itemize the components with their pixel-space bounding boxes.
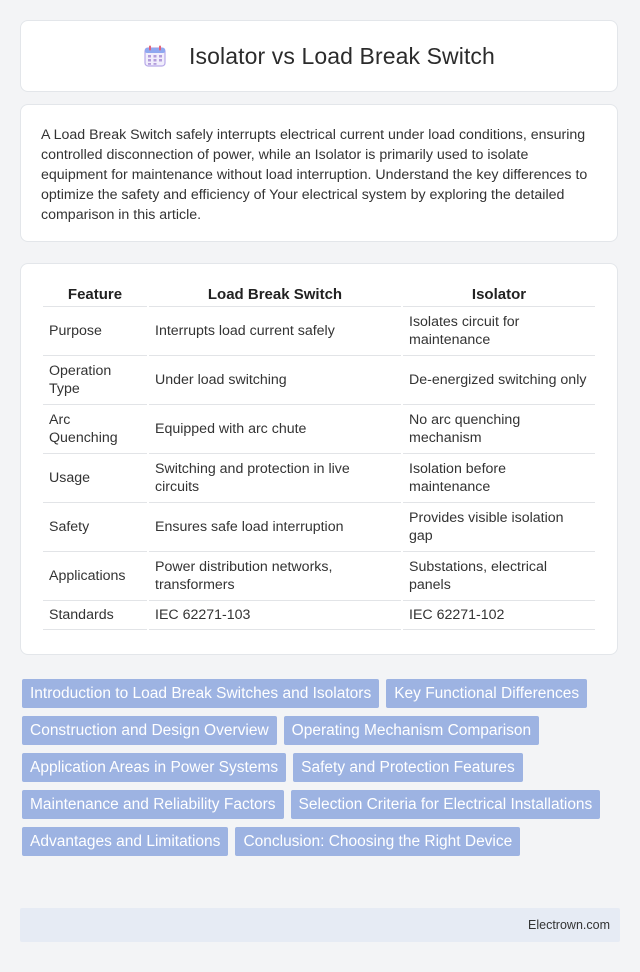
table-cell: Equipped with arc chute xyxy=(149,405,401,454)
table-row xyxy=(43,405,595,454)
intro-text: A Load Break Switch safely interrupts electrical current under load conditions, ensuring controlled disconnection of power, while an Isolator is primarily used to isolate equipment for maintenance without load interruption. Understand the key differences to optimize the safety and efficiency of Your electrical system by exploring the detailed comparison in this article. xyxy=(41,127,588,223)
topic-link[interactable]: Selection Criteria for Electrical Installations xyxy=(291,790,601,819)
column-header: Isolator xyxy=(403,282,595,307)
topic-link[interactable]: Safety and Protection Features xyxy=(293,753,523,782)
table-cell: Isolation before maintenance xyxy=(403,454,595,503)
topic-link[interactable]: Application Areas in Power Systems xyxy=(22,753,286,782)
topic-link[interactable]: Maintenance and Reliability Factors xyxy=(22,790,284,819)
table-row xyxy=(43,601,595,630)
table-header-row xyxy=(43,282,595,307)
calendar-icon xyxy=(143,44,167,68)
footer xyxy=(20,908,620,942)
column-header: Feature xyxy=(43,282,147,307)
table-cell: Isolates circuit for maintenance xyxy=(403,307,595,356)
table-cell: Safety xyxy=(43,503,147,552)
table-cell: Substations, electrical panels xyxy=(403,552,595,601)
table-cell: De-energized switching only xyxy=(403,356,595,405)
table-row xyxy=(43,307,595,356)
table-cell: Ensures safe load interruption xyxy=(149,503,401,552)
table-cell: IEC 62271-102 xyxy=(403,601,595,630)
table-cell: Under load switching xyxy=(149,356,401,405)
table-cell: Usage xyxy=(43,454,147,503)
comparison-table xyxy=(41,282,597,630)
topic-link[interactable]: Conclusion: Choosing the Right Device xyxy=(235,827,520,856)
topic-link[interactable]: Key Functional Differences xyxy=(386,679,587,708)
table-cell: Standards xyxy=(43,601,147,630)
footer-site-name[interactable]: Electrown.com xyxy=(528,918,610,932)
table-cell: No arc quenching mechanism xyxy=(403,405,595,454)
table-cell: Applications xyxy=(43,552,147,601)
intro-card xyxy=(20,104,618,242)
table-cell: Switching and protection in live circuits xyxy=(149,454,401,503)
table-cell: Arc Quenching xyxy=(43,405,147,454)
page-title: Isolator vs Load Break Switch xyxy=(189,42,495,69)
table-row xyxy=(43,356,595,405)
table-cell: Provides visible isolation gap xyxy=(403,503,595,552)
topic-link[interactable]: Advantages and Limitations xyxy=(22,827,228,856)
table-row xyxy=(43,503,595,552)
table-cell: Interrupts load current safely xyxy=(149,307,401,356)
topic-link[interactable]: Introduction to Load Break Switches and Isolators xyxy=(22,679,379,708)
table-cell: Purpose xyxy=(43,307,147,356)
title-card xyxy=(20,20,618,92)
table-cell: Power distribution networks, transformers xyxy=(149,552,401,601)
topic-link[interactable]: Construction and Design Overview xyxy=(22,716,277,745)
table-row xyxy=(43,552,595,601)
title-wrap xyxy=(143,43,495,70)
table-cell: Operation Type xyxy=(43,356,147,405)
topic-links xyxy=(22,679,622,856)
table-cell: IEC 62271-103 xyxy=(149,601,401,630)
topic-link[interactable]: Operating Mechanism Comparison xyxy=(284,716,540,745)
column-header: Load Break Switch xyxy=(149,282,401,307)
comparison-card xyxy=(20,263,618,655)
table-row xyxy=(43,454,595,503)
